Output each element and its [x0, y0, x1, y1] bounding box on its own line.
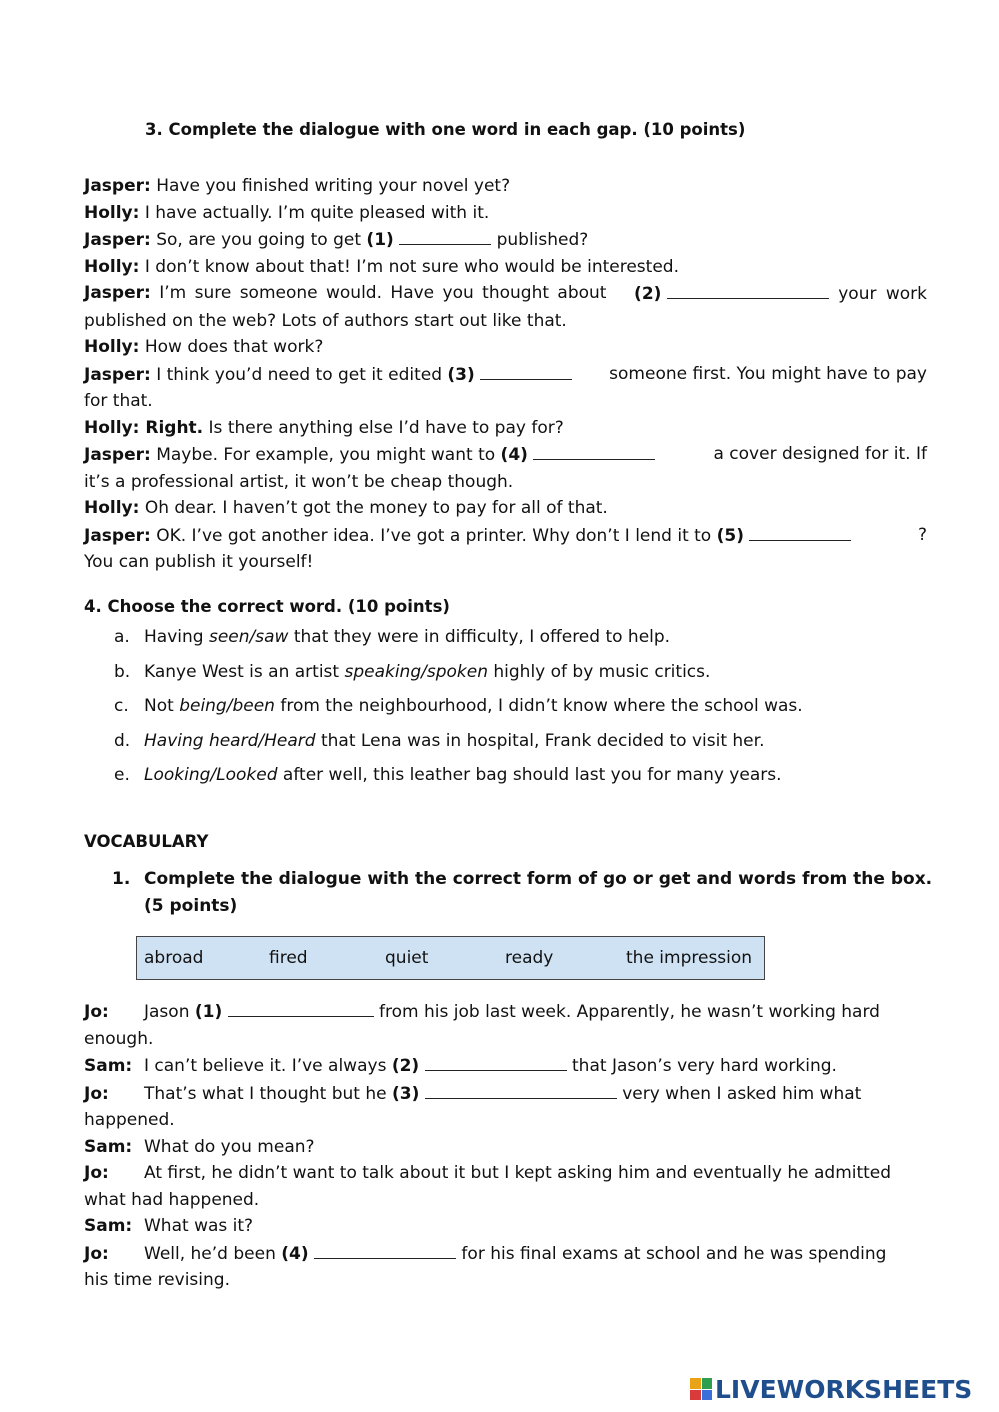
gap-blank-2[interactable] [667, 280, 829, 299]
dialogue-line [84, 280, 927, 308]
task-number: 1. [112, 869, 131, 889]
speaker-label: Sam: [84, 1056, 133, 1076]
gap-number: (3) [392, 1083, 420, 1104]
dialogue-line-cont: published on the web? Lots of authors start out like that. [84, 310, 567, 331]
line-text: Maybe. For example, you might want to [150, 445, 501, 465]
vocab-gap-blank-3[interactable] [425, 1080, 617, 1099]
dialogue-line [84, 1052, 927, 1080]
vocab-gap-blank-4[interactable] [314, 1240, 456, 1259]
vocabulary-dialogue [84, 998, 927, 1294]
list-item [84, 693, 927, 728]
dialogue-line [84, 441, 927, 469]
gap-number: (3) [447, 364, 475, 385]
line-text: from his job last week. Apparently, he wasn’t working hard [373, 1002, 880, 1022]
dialogue-line-cont: for that. [84, 391, 153, 411]
line-text: I think you’d need to get it edited [150, 364, 448, 385]
list-item [84, 659, 927, 694]
item-post: that Lena was in hospital, Frank decided to visit her. [315, 730, 765, 751]
task-line: Complete the dialogue with the correct form of go or get and words from the box. [144, 869, 933, 889]
word-box [136, 936, 765, 980]
dialogue-line [84, 1213, 927, 1240]
section4-heading: 4. Choose the correct word. (10 points) [84, 597, 450, 616]
gap-number: (1) [194, 1002, 223, 1022]
item-pre: Kanye West is an artist [144, 661, 345, 682]
vocabulary-heading: VOCABULARY [84, 832, 209, 851]
dialogue-line [84, 226, 927, 254]
section4-list [84, 624, 927, 797]
dialogue-line-cont: enough. [84, 1028, 154, 1049]
item-letter: a. [114, 627, 130, 647]
box-word: quiet [385, 948, 429, 968]
speaker-label: Jasper: [84, 230, 151, 250]
speaker-label: Holly: [84, 498, 140, 518]
dialogue-line [84, 1134, 927, 1161]
box-word: abroad [144, 948, 204, 968]
dialogue-line [84, 254, 927, 281]
box-word: ready [505, 948, 554, 968]
vocab-gap-blank-2[interactable] [425, 1052, 567, 1071]
gap-blank-3[interactable] [480, 361, 572, 380]
item-post: highly of by music critics. [487, 661, 711, 682]
dialogue-line-cont: his time revising. [84, 1270, 230, 1290]
line-part [84, 522, 851, 550]
item-text [144, 728, 764, 755]
item-pre: Not [144, 696, 180, 717]
gap-number: (5) [716, 525, 744, 546]
speaker-label: Jasper: [84, 364, 151, 385]
dialogue-line-cont: You can publish it yourself! [84, 552, 314, 572]
logo-icon [690, 1378, 712, 1400]
list-item [84, 728, 927, 763]
speaker-label: Jo: [84, 1163, 109, 1183]
word-choice[interactable]: Looking/Looked [144, 765, 278, 786]
box-word: fired [269, 948, 308, 968]
word-choice[interactable]: being/been [179, 696, 275, 717]
dialogue-line [84, 1240, 927, 1268]
gap-blank-5[interactable] [749, 522, 851, 541]
section3-heading: 3. Complete the dialogue with one word in each gap. (10 points) [145, 120, 746, 139]
logo-tile [702, 1378, 713, 1389]
line-text: someone first. You might have to pay [609, 363, 927, 384]
gap-blank-4[interactable] [533, 441, 655, 460]
dialogue-line [84, 361, 927, 389]
section3-dialogue [84, 173, 927, 576]
vocab-gap-blank-1[interactable] [228, 998, 374, 1017]
speaker-label: Jasper: [84, 283, 151, 303]
logo-tile [690, 1378, 701, 1389]
item-text [144, 624, 670, 651]
item-post: that they were in difficulty, I offered to help. [288, 627, 671, 647]
item-post: after well, this leather bag should last you for many years. [277, 765, 782, 786]
item-letter: e. [114, 765, 130, 786]
speaker-label: Sam: [84, 1136, 133, 1157]
line-text: At first, he didn’t want to talk about it but I kept asking him and eventually he admitted [144, 1163, 892, 1183]
dialogue-line [84, 1080, 927, 1108]
speaker-label: Jasper: [84, 525, 151, 546]
dialogue-line-cont: it’s a professional artist, it won’t be cheap though. [84, 471, 514, 492]
word-choice[interactable]: seen/saw [208, 627, 289, 647]
dialogue-line [84, 415, 927, 442]
line-text: a cover designed for it. If [713, 444, 927, 464]
dialogue-line [84, 173, 927, 200]
line-text: for his final exams at school and he was spending [456, 1243, 887, 1264]
line-text: Oh dear. I haven’t got the money to pay for all of that. [139, 498, 608, 518]
gap-number: (2) [391, 1056, 420, 1076]
dialogue-line [84, 1160, 927, 1187]
speaker-label: Sam: [84, 1216, 133, 1236]
logo-tile [702, 1390, 713, 1401]
task-line: (5 points) [144, 895, 238, 916]
line-part [84, 280, 606, 308]
task-instructions [144, 866, 934, 919]
line-text: ? [917, 524, 927, 545]
dialogue-line-cont: happened. [84, 1110, 175, 1130]
speaker-label: Jasper: [84, 176, 151, 196]
box-word: the impression [626, 948, 753, 968]
logo-text: LIVEWORKSHEETS [715, 1374, 973, 1404]
line-text: That’s what I thought but he [144, 1083, 393, 1104]
line-part [84, 361, 572, 389]
speaker-label: Holly: [84, 337, 140, 357]
line-text: that Jason’s very hard working. [566, 1056, 837, 1076]
item-pre: Having [144, 627, 209, 647]
line-part [84, 441, 655, 469]
gap-blank-1[interactable] [399, 226, 491, 245]
line-text: I can’t believe it. I’ve always [144, 1056, 392, 1076]
list-item [84, 624, 927, 659]
line-text: I have actually. I’m quite pleased with it. [139, 202, 490, 223]
dialogue-line [84, 522, 927, 550]
item-text [144, 659, 710, 686]
line-text: Well, he’d been [144, 1243, 282, 1264]
line-text: OK. I’ve got another idea. I’ve got a printer. Why don’t I lend it to [150, 525, 717, 546]
line-text: I’m sure someone would. Have you thought about [150, 283, 607, 303]
line-text: How does that work? [139, 337, 324, 357]
line-text: So, are you going to get [150, 230, 367, 250]
speaker-label: Holly: [84, 256, 140, 277]
item-post: from the neighbourhood, I didn’t know where the school was. [274, 696, 803, 717]
speaker-label: Jo: [84, 1002, 109, 1022]
line-text: very when I asked him what [616, 1083, 862, 1104]
item-letter: b. [114, 661, 131, 682]
speaker-label: Jo: [84, 1083, 109, 1104]
dialogue-line [84, 495, 927, 522]
gap-number: (1) [366, 230, 394, 250]
dialogue-line [84, 200, 927, 227]
item-letter: d. [114, 730, 131, 751]
line-part [634, 280, 927, 308]
speaker-label: Holly: Right. [84, 417, 204, 438]
gap-number: (4) [281, 1243, 309, 1264]
line-text: Is there anything else I’d have to pay for? [203, 417, 564, 438]
dialogue-line [84, 334, 927, 361]
line-text: published? [491, 230, 589, 250]
dialogue-line-cont: what had happened. [84, 1189, 260, 1210]
word-choice[interactable]: Having heard/Heard [144, 730, 316, 751]
line-text: What do you mean? [144, 1136, 315, 1157]
liveworksheets-logo[interactable] [690, 1372, 972, 1406]
speaker-label: Jo: [84, 1243, 109, 1264]
item-letter: c. [114, 696, 129, 717]
line-text: your work [828, 284, 927, 304]
line-text: Have you finished writing your novel yet? [150, 176, 511, 196]
item-text [144, 762, 782, 789]
dialogue-line [84, 998, 927, 1026]
speaker-label: Jasper: [84, 445, 151, 465]
line-text: Jason [144, 1002, 195, 1022]
gap-number: (2) [634, 284, 662, 304]
word-choice[interactable]: speaking/spoken [344, 661, 488, 682]
line-text: I don’t know about that! I’m not sure who would be interested. [139, 256, 679, 277]
gap-number: (4) [500, 445, 528, 465]
speaker-label: Holly: [84, 202, 140, 223]
logo-tile [690, 1390, 701, 1401]
item-text [144, 693, 803, 720]
line-text: What was it? [144, 1216, 254, 1236]
list-item [84, 762, 927, 797]
